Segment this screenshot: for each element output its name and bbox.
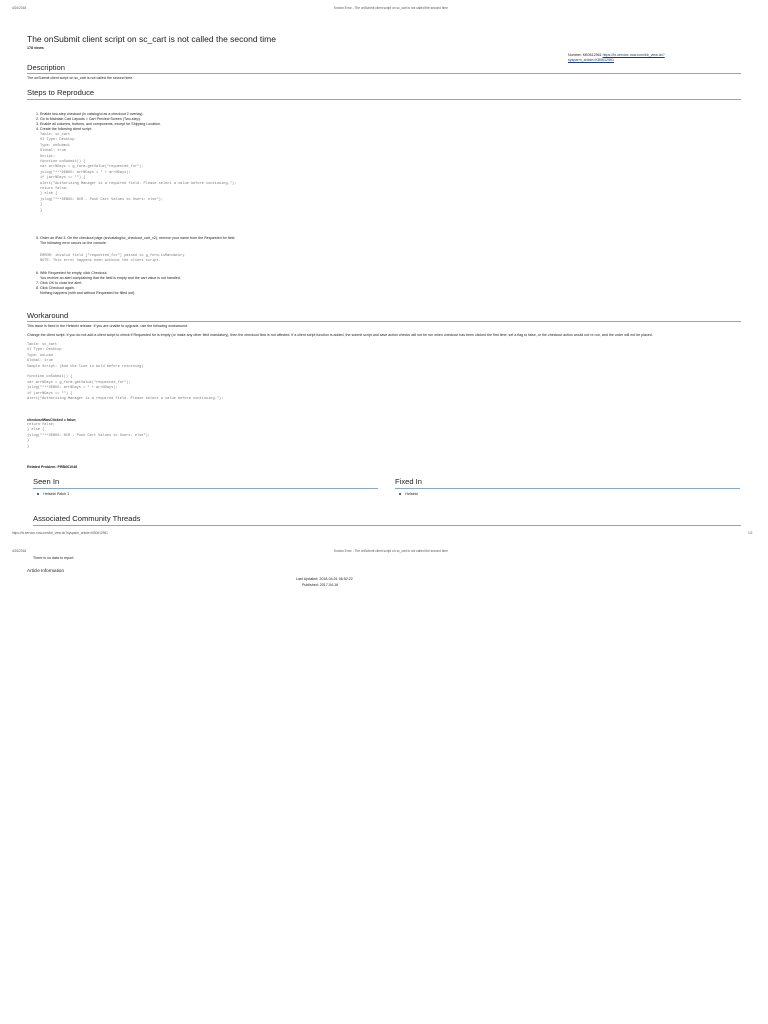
print-footer-url: https://hi.service-now.com/kb_view.do?sysparm_article=KB0612961	[12, 531, 108, 535]
bullet-icon	[37, 493, 39, 495]
step-item: 8. Click Checkout again. Nothing happens (with and without Requested for filled out).	[40, 286, 593, 296]
related-problem: Related Problem: PRB661048	[27, 465, 78, 469]
step-item: 6. With Requested for empty, click Checkout. You receive an alert complaining that the field is empty and the cart value is not handled.	[40, 271, 593, 281]
no-data-text: There is no data to report.	[33, 556, 75, 560]
community-heading: Associated Community Threads	[33, 514, 141, 523]
step-item: 7. Click OK to close the alert.	[40, 281, 593, 286]
article-info-heading: Article Information	[27, 568, 65, 573]
bullet-icon	[399, 493, 401, 495]
seen-in-heading: Seen In	[33, 477, 60, 486]
step-item: 5. Order an iPad 3. On the checkout page (sn/catalog/sc_checkout_cart_v2), remove your name from the Requested for field.	[40, 236, 593, 241]
published-date: Published: 2017-04-16	[302, 583, 339, 587]
workaround-bold-line: checkoutWasClicked = false;	[27, 418, 77, 422]
print-title: Known Error - The onSubmit client script on sc_cart is not called the second time	[334, 6, 448, 10]
page2-print-date: 4/24/2018	[12, 549, 27, 553]
seen-in-rule	[33, 488, 378, 489]
step-5	[33, 236, 593, 246]
article-link[interactable]: https://hi.service-now.com/kb_view.do?	[602, 53, 665, 57]
fixed-in-rule	[395, 488, 740, 489]
description-heading: Description	[27, 63, 65, 72]
steps-list	[33, 112, 593, 132]
step-code-block: Table: sc_cart UI Type: Desktop Type: onSubmit Global: true Script: function onSubmit() { var arrNDays = g_form.getValue("requested_for"); jslog("***DEBUG: arrNDays = " + arrNDays); if (arrNDays == "") { alert("Authorizing Manager is a required field. Please select a value before continuing."); return false; } else { jslog("***DEBUG: NCR - Push Cart Values to Users: else"); } }	[40, 133, 237, 213]
print-date: 4/24/2018	[12, 6, 27, 10]
workaround-rule	[27, 321, 741, 322]
step-note: The following error occurs on the console:	[40, 241, 107, 245]
step-item: 3. Enable all columns, buttons, and components, except for Shipping Location.	[40, 122, 593, 127]
steps-ordered-list	[33, 112, 593, 132]
steps-ordered-list	[33, 271, 593, 296]
view-count: 178 views	[27, 46, 44, 50]
workaround-code-block-end: return false; } else { jslog("***DEBUG: NCR - Push Cart Values to Users: else"); } }	[27, 423, 150, 449]
print-footer-page: 1/2	[748, 531, 753, 535]
description-rule	[27, 73, 741, 74]
last-updated: Last Updated: 2018-04-01 06:52:22	[296, 577, 353, 581]
steps-rule	[27, 99, 741, 100]
fixed-in-heading: Fixed In	[395, 477, 423, 486]
error-code-block: ERROR: invalid field ["requested_for"] passed to g_form.isMandatory NOTE: This error happens even without the client script.	[40, 254, 185, 264]
article-link-cont[interactable]: sysparm_article=KB0612961	[568, 58, 615, 62]
workaround-code-block: Table: sc_cart UI Type: Desktop Type: onLoad Global: true Sample Script: (Add the line in bold before returning) function onSubmit() { var arrNDays = g_form.getValue("requested_for"); jslog("***DEBUG: arrNDays = " + arrNDays); if (arrNDays == "") { alert("Authorizing Manager is a required field. Please select a value before continuing.");	[27, 343, 224, 402]
description-text: The onSubmit client script on sc_cart is not called the second time.	[27, 76, 134, 80]
seen-in-item: Helsinki Patch 1	[37, 492, 69, 497]
steps-heading: Steps to Reproduce	[27, 88, 95, 97]
article-number-label: Number: KB0612961	[568, 53, 603, 57]
article-number	[568, 53, 665, 63]
step-item: 2. Go to Maintain Cart Layouts > Cart Preview Screen (Two-step).	[40, 117, 593, 122]
community-rule	[33, 525, 741, 526]
fixed-in-item: Helsinki	[399, 492, 418, 497]
steps-6-8	[33, 271, 593, 296]
page-title: The onSubmit client script on sc_cart is not called the second time	[27, 34, 276, 44]
step-item: 4. Create the following client script:	[40, 127, 593, 132]
page2-print-title: Known Error - The onSubmit client script on sc_cart is not called the second time	[334, 549, 448, 553]
workaround-intro: This issue is fixed in the Helsinki release. If you are unable to upgrade, use the following workaround.	[27, 324, 189, 328]
workaround-detail: Change the client script. If you do not add a client script to check if Requested for is empty (or make any other field mandatory), then the checkout flow is not affected. If a client script function is added, the submit script and save action checks will not be run when checkout has been clicked the first time; set a flag to false, or the checkout action would not re-run, and the order will not be placed.	[27, 333, 653, 337]
workaround-heading: Workaround	[27, 311, 69, 320]
step-item: 1. Enable two-step checkout (in catalog/ui as a checkout 2 overlay).	[40, 112, 593, 117]
